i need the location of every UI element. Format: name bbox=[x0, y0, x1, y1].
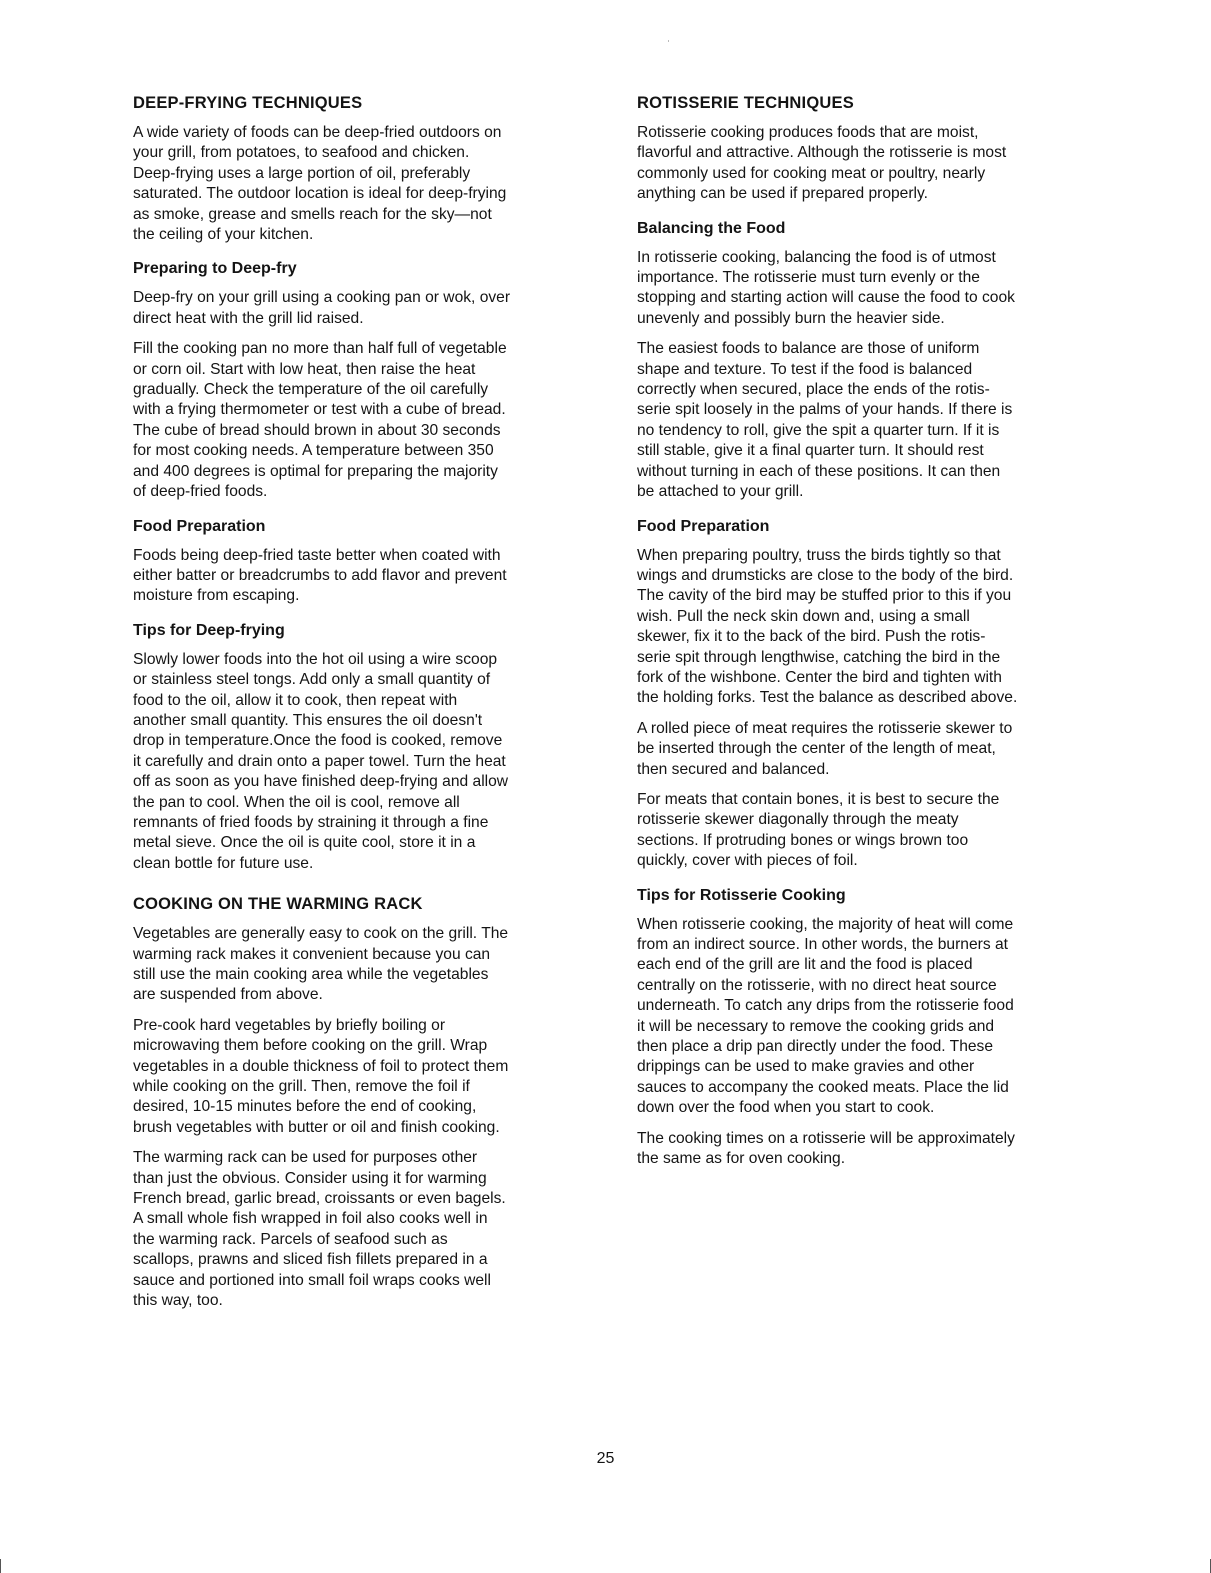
balancing-heading: Balancing the Food bbox=[637, 219, 786, 237]
scan-speck bbox=[668, 40, 669, 42]
balancing-paragraph-1: In rotisserie cooking, balancing the food is of utmost importance. The rotisserie must turn evenly or the stopping and starting action will cause the food to cook unevenly and possibly burn the heavier side. bbox=[637, 248, 1015, 327]
warming-rack-paragraph-1: Vegetables are generally easy to cook on the grill. The warming rack makes it convenient because you can still use the main cooking area while the vegetables are suspended from above. bbox=[133, 925, 509, 1004]
rotisserie-intro: Rotisserie cooking produces foods that are moist, flavorful and attractive. Although the rotisserie is most commonly used for cooking meat or poultry, nearly anything can be used if prepared properly. bbox=[637, 124, 1007, 203]
deep-fry-tips-paragraph: Slowly lower foods into the hot oil using a wire scoop or stainless steel tongs. Add only a small quantity of food to the oil, allow it to cook, then repeat with another small quantity. This ensures the oil doesn't drop in temperature.Once the food is cooked, remove it carefully and drain onto a paper towel. Turn the heat off as soon as you have finished deep-frying and allow the pan to cool. When the oil is cool, remove all remnants of fried foods by straining it through a fine metal sieve. Once the oil is quite cool, store it in a clean bottle for future use. bbox=[133, 650, 509, 872]
rotisserie-food-prep-paragraph-1: When preparing poultry, truss the birds tightly so that wings and drumsticks are close to the body of the bird. The cavity of the bird may be stuffed prior to this if you wish. Pull the neck skin down and, using a small skewer, fix it to the back of the bird. Push the rotis- serie spit through lengthwise, catching the bird in the fork of the wishbone. Center the bird and tighten with the holding forks. Test the balance as described above. bbox=[637, 546, 1018, 707]
deep-fry-food-prep-heading: Food Preparation bbox=[133, 517, 266, 535]
rotisserie-food-prep-paragraph-2: A rolled piece of meat requires the rotisserie skewer to be inserted through the center of the length of meat, then secured and balanced. bbox=[637, 719, 1013, 778]
scan-edge-mark-left bbox=[0, 1559, 1, 1573]
rotisserie-food-prep-paragraph-3: For meats that contain bones, it is best to secure the rotisserie skewer diagonally through the meaty sections. If protruding bones or wings brown too quickly, cover with pieces of foil. bbox=[637, 790, 1000, 870]
rotisserie-tips-paragraph-2: The cooking times on a rotisserie will be approximately the same as for oven cooking. bbox=[637, 1129, 1015, 1168]
left-column bbox=[133, 93, 583, 1322]
preparing-paragraph-1: Deep-fry on your grill using a cooking pan or wok, over direct heat with the grill lid raised. bbox=[133, 289, 511, 327]
balancing-paragraph-2: The easiest foods to balance are those of uniform shape and texture. To test if the food is balanced correctly when secured, place the ends of the rotis- serie spit loosely in the palms of your hands. If there is no tendency to roll, give the spit a quarter turn. If it is still stable, give it a final quarter turn. It should rest without turning in each of these positions. It can then be attached to your grill. bbox=[637, 340, 1013, 501]
rotisserie-heading: ROTISSERIE TECHNIQUES bbox=[637, 94, 854, 112]
rotisserie-tips-heading: Tips for Rotisserie Cooking bbox=[637, 886, 846, 904]
preparing-paragraph-2: Fill the cooking pan no more than half full of vegetable or corn oil. Start with low heat, then raise the heat gradually. Check the temperature of the oil carefully with a frying thermometer or test with a cube of bread. The cube of bread should brown in about 30 seconds for most cooking needs. A temperature between 350 and 400 degrees is optimal for preparing the majority of deep-fried foods. bbox=[133, 340, 507, 501]
deep-frying-intro: A wide variety of foods can be deep-fried outdoors on your grill, from potatoes, to seafood and chicken. Deep-frying uses a large portion of oil, preferably saturated. The outdoor location is ideal for deep-frying as smoke, grease and smells reach for the sky—not the ceiling of your kitchen. bbox=[133, 124, 507, 244]
rotisserie-food-prep-heading: Food Preparation bbox=[637, 517, 770, 535]
right-column bbox=[637, 93, 1092, 1179]
deep-fry-food-prep-paragraph: Foods being deep-fried taste better when coated with either batter or breadcrumbs to add flavor and prevent moisture from escaping. bbox=[133, 546, 507, 605]
warming-rack-paragraph-2: Pre-cook hard vegetables by briefly boiling or microwaving them before cooking on the grill. Wrap vegetables in a double thickness of foil to protect them while cooking on the grill. Then, remove the foil if desired, 10-15 minutes before the end of cooking, brush vegetables with butter or oil and finish cooking. bbox=[133, 1016, 509, 1136]
page-number: 25 bbox=[596, 1450, 615, 1467]
rotisserie-tips-paragraph-1: When rotisserie cooking, the majority of heat will come from an indirect source. In other words, the burners at each end of the grill are lit and the food is placed centrally on the rotisserie, with no direct heat source underneath. To catch any drips from the rotisserie food it will be necessary to remove the cooking grids and then place a drip pan directly under the food. These drippings can be used to make gravies and other sauces to accompany the cooked meats. Place the lid down over the food when you start to cook. bbox=[637, 915, 1014, 1117]
deep-fry-tips-heading: Tips for Deep-frying bbox=[133, 621, 285, 639]
preparing-heading: Preparing to Deep-fry bbox=[133, 260, 297, 278]
warming-rack-heading: COOKING ON THE WARMING RACK bbox=[133, 895, 423, 914]
deep-frying-heading: DEEP-FRYING TECHNIQUES bbox=[133, 94, 363, 112]
warming-rack-paragraph-3: The warming rack can be used for purposes other than just the obvious. Consider using it for warming French bread, garlic bread, croissants or even bagels. A small whole fish wrapped in foil also cooks well in the warming rack. Parcels of seafood such as scallops, prawns and sliced fish fillets prepared in a sauce and portioned into small foil wraps cooks well this way, too. bbox=[133, 1149, 506, 1310]
